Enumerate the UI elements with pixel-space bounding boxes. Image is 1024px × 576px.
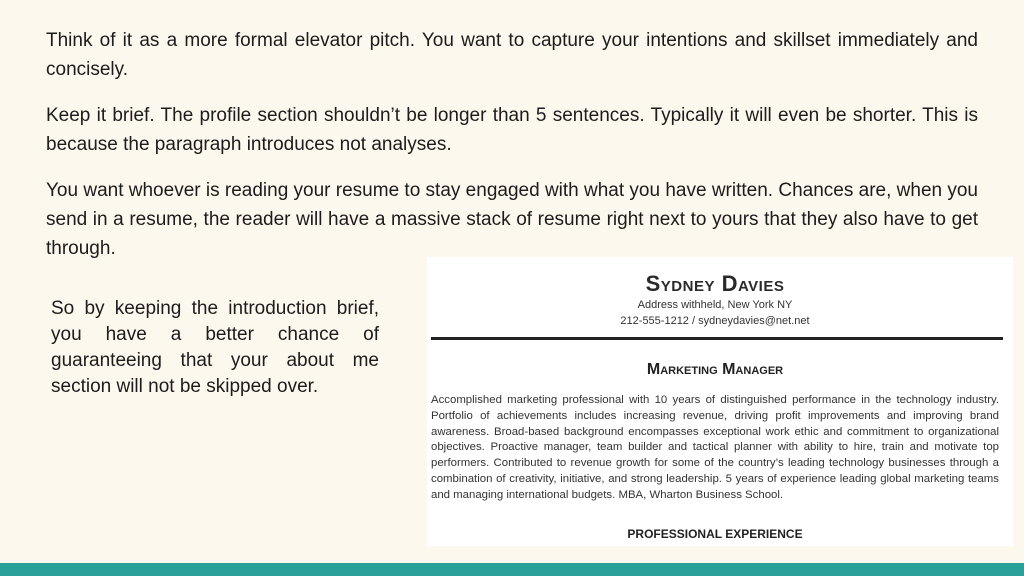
- bottom-accent-bar: [0, 563, 1024, 576]
- side-paragraph: So by keeping the introduction brief, you have a better chance of guaranteeing that your about me section will not be skipped over.: [51, 298, 379, 397]
- resume-summary: Accomplished marketing professional with 10 years of distinguished performance in the technology industry. Portfolio of achievements includes increasing revenue, driving profit improvements and improving brand awareness. Broad-based background encompasses exceptional work ethic and commitment to organizational objectives. Proactive manager, team builder and tactical planner with ability to hire, train and motivate top performers. Contributed to revenue growth for some of the country’s leading technology businesses through a combination of creativity, initiative, and strong leadership. 5 years of experience leading global marketing teams and managing international budgets. MBA, Wharton Business School.: [431, 394, 999, 501]
- body-paragraph-2: Keep it brief. The profile section shouldn’t be longer than 5 sentences. Typically it will even be shorter. This is because the paragraph introduces not analyses.: [46, 105, 978, 155]
- resume-job-title: Marketing Manager: [646, 361, 784, 378]
- resume-address: Address withheld, New York NY: [637, 299, 793, 311]
- resume-contact: 212-555-1212 / sydneydavies@net.net: [620, 315, 810, 327]
- body-paragraph-3: You want whoever is reading your resume to stay engaged with what you have written. Chances are, when you send in a resume, the reader will have a massive stack of resume right next to yours that they also have to get through.: [46, 180, 978, 259]
- resume-name: Sydney Davies: [645, 271, 785, 296]
- body-paragraph-1: Think of it as a more formal elevator pitch. You want to capture your intentions and skillset immediately and concisely.: [46, 30, 978, 80]
- resume-image: [427, 257, 1013, 546]
- resume-section-heading: PROFESSIONAL EXPERIENCE: [627, 527, 803, 541]
- resume-divider: [431, 337, 1003, 340]
